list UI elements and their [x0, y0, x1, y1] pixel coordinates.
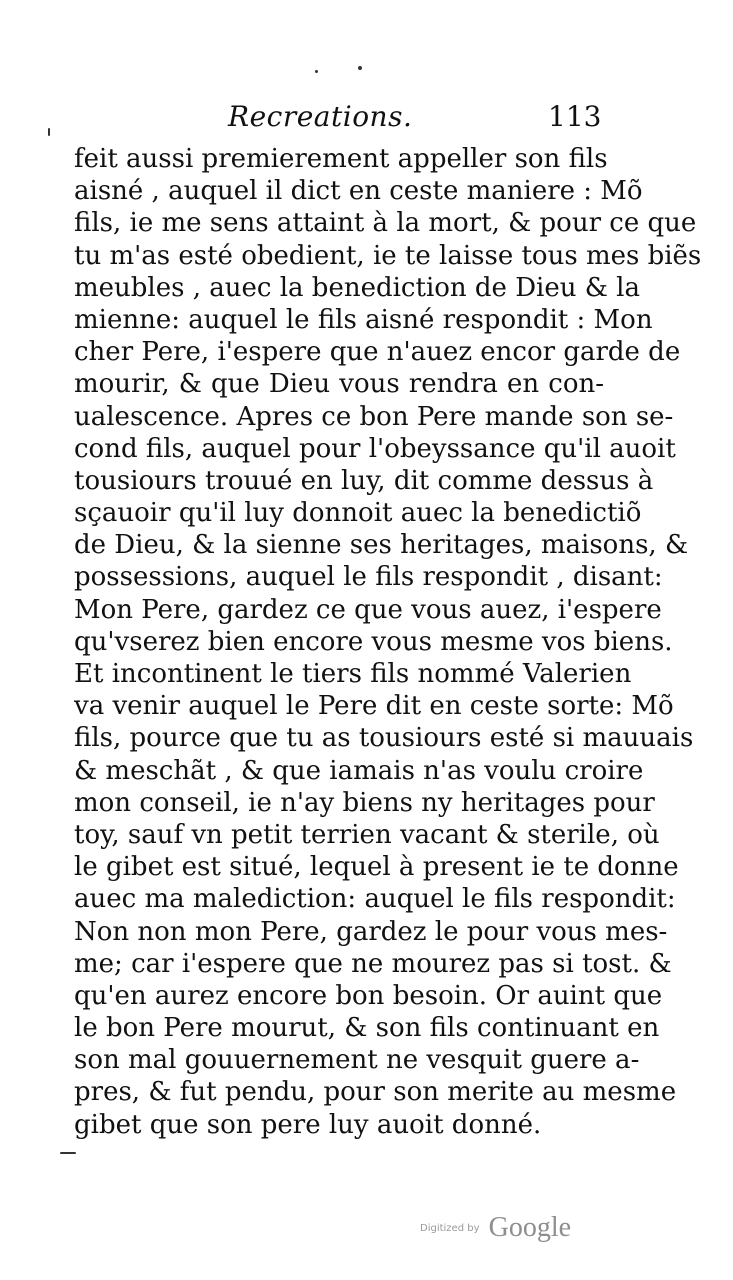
text-line: pres, & fut pendu, pour son merite au mesme: [74, 1077, 677, 1108]
text-line: auec ma malediction: auquel le fils respondit:: [74, 884, 676, 915]
digitized-by-google-watermark: [420, 1212, 571, 1244]
text-line: Non non mon Pere, gardez le pour vous mes-: [74, 916, 668, 947]
page-number: 113: [548, 100, 602, 133]
watermark-prefix: Digitized by: [420, 1222, 480, 1234]
running-head: [0, 100, 733, 140]
text-line: cher Pere, i'espere que n'auez encor garde de: [74, 337, 681, 368]
text-line: feit aussi premierement appeller son fils: [74, 144, 608, 174]
text-line: aisné , auquel il dict en ceste maniere : Mõ: [74, 176, 643, 207]
text-line: & meschãt , & que iamais n'as voulu croire: [74, 755, 644, 786]
text-line: tousiours trouué en luy, dit comme dessus à: [74, 465, 654, 496]
text-line: son mal gouuernement ne vesquit guere a-: [74, 1045, 640, 1076]
text-line: qu'en aurez encore bon besoin. Or auint que: [74, 980, 663, 1011]
text-line: le bon Pere mourut, & son fils continuant en: [74, 1013, 660, 1044]
ink-speck: [358, 66, 362, 70]
watermark-brand: Google: [488, 1212, 572, 1243]
text-line: le gibet est situé, lequel à present ie te donne: [74, 852, 679, 883]
text-line: tu m'as esté obedient, ie te laisse tous mes biẽs: [74, 240, 702, 271]
text-line: fils, ie me sens attaint à la mort, & pour ce que: [74, 208, 697, 239]
text-line: mienne: auquel le fils aisné respondit : Mon: [74, 304, 653, 335]
text-line: gibet que son pere luy auoit donné.: [74, 1109, 542, 1140]
text-line: mourir, & que Dieu vous rendra en con-: [74, 369, 604, 400]
running-title: Recreations.: [228, 100, 413, 133]
text-line: me; car i'espere que ne mourez pas si tost. &: [74, 948, 672, 979]
text-line: ualescence. Apres ce bon Pere mande son se-: [74, 401, 674, 432]
text-line: mon conseil, ie n'ay biens ny heritages pour: [74, 787, 655, 818]
text-line: meubles , auec la benediction de Dieu & la: [74, 272, 640, 303]
text-line: toy, sauf vn petit terrien vacant & sterile, où: [74, 819, 660, 850]
ink-speck: [60, 1152, 76, 1154]
text-line: qu'vserez bien encore vous mesme vos biens.: [74, 626, 673, 657]
text-line: de Dieu, & la sienne ses heritages, maisons, &: [74, 530, 689, 561]
body-text: [74, 143, 702, 1141]
text-line: Et incontinent le tiers fils nommé Valerien: [74, 659, 632, 689]
text-line: cond fils, auquel pour l'obeyssance qu'il auoit: [74, 433, 676, 464]
text-line: va venir auquel le Pere dit en ceste sorte: Mõ: [74, 691, 674, 722]
text-line: sçauoir qu'il luy donnoit auec la benedictiõ: [74, 498, 642, 529]
text-line: Mon Pere, gardez ce que vous auez, i'espere: [74, 594, 662, 625]
text-line: possessions, auquel le fils respondit , disant:: [74, 562, 663, 593]
ink-speck: [315, 70, 318, 73]
text-line: fils, pource que tu as tousiours esté si mauuais: [74, 723, 694, 754]
